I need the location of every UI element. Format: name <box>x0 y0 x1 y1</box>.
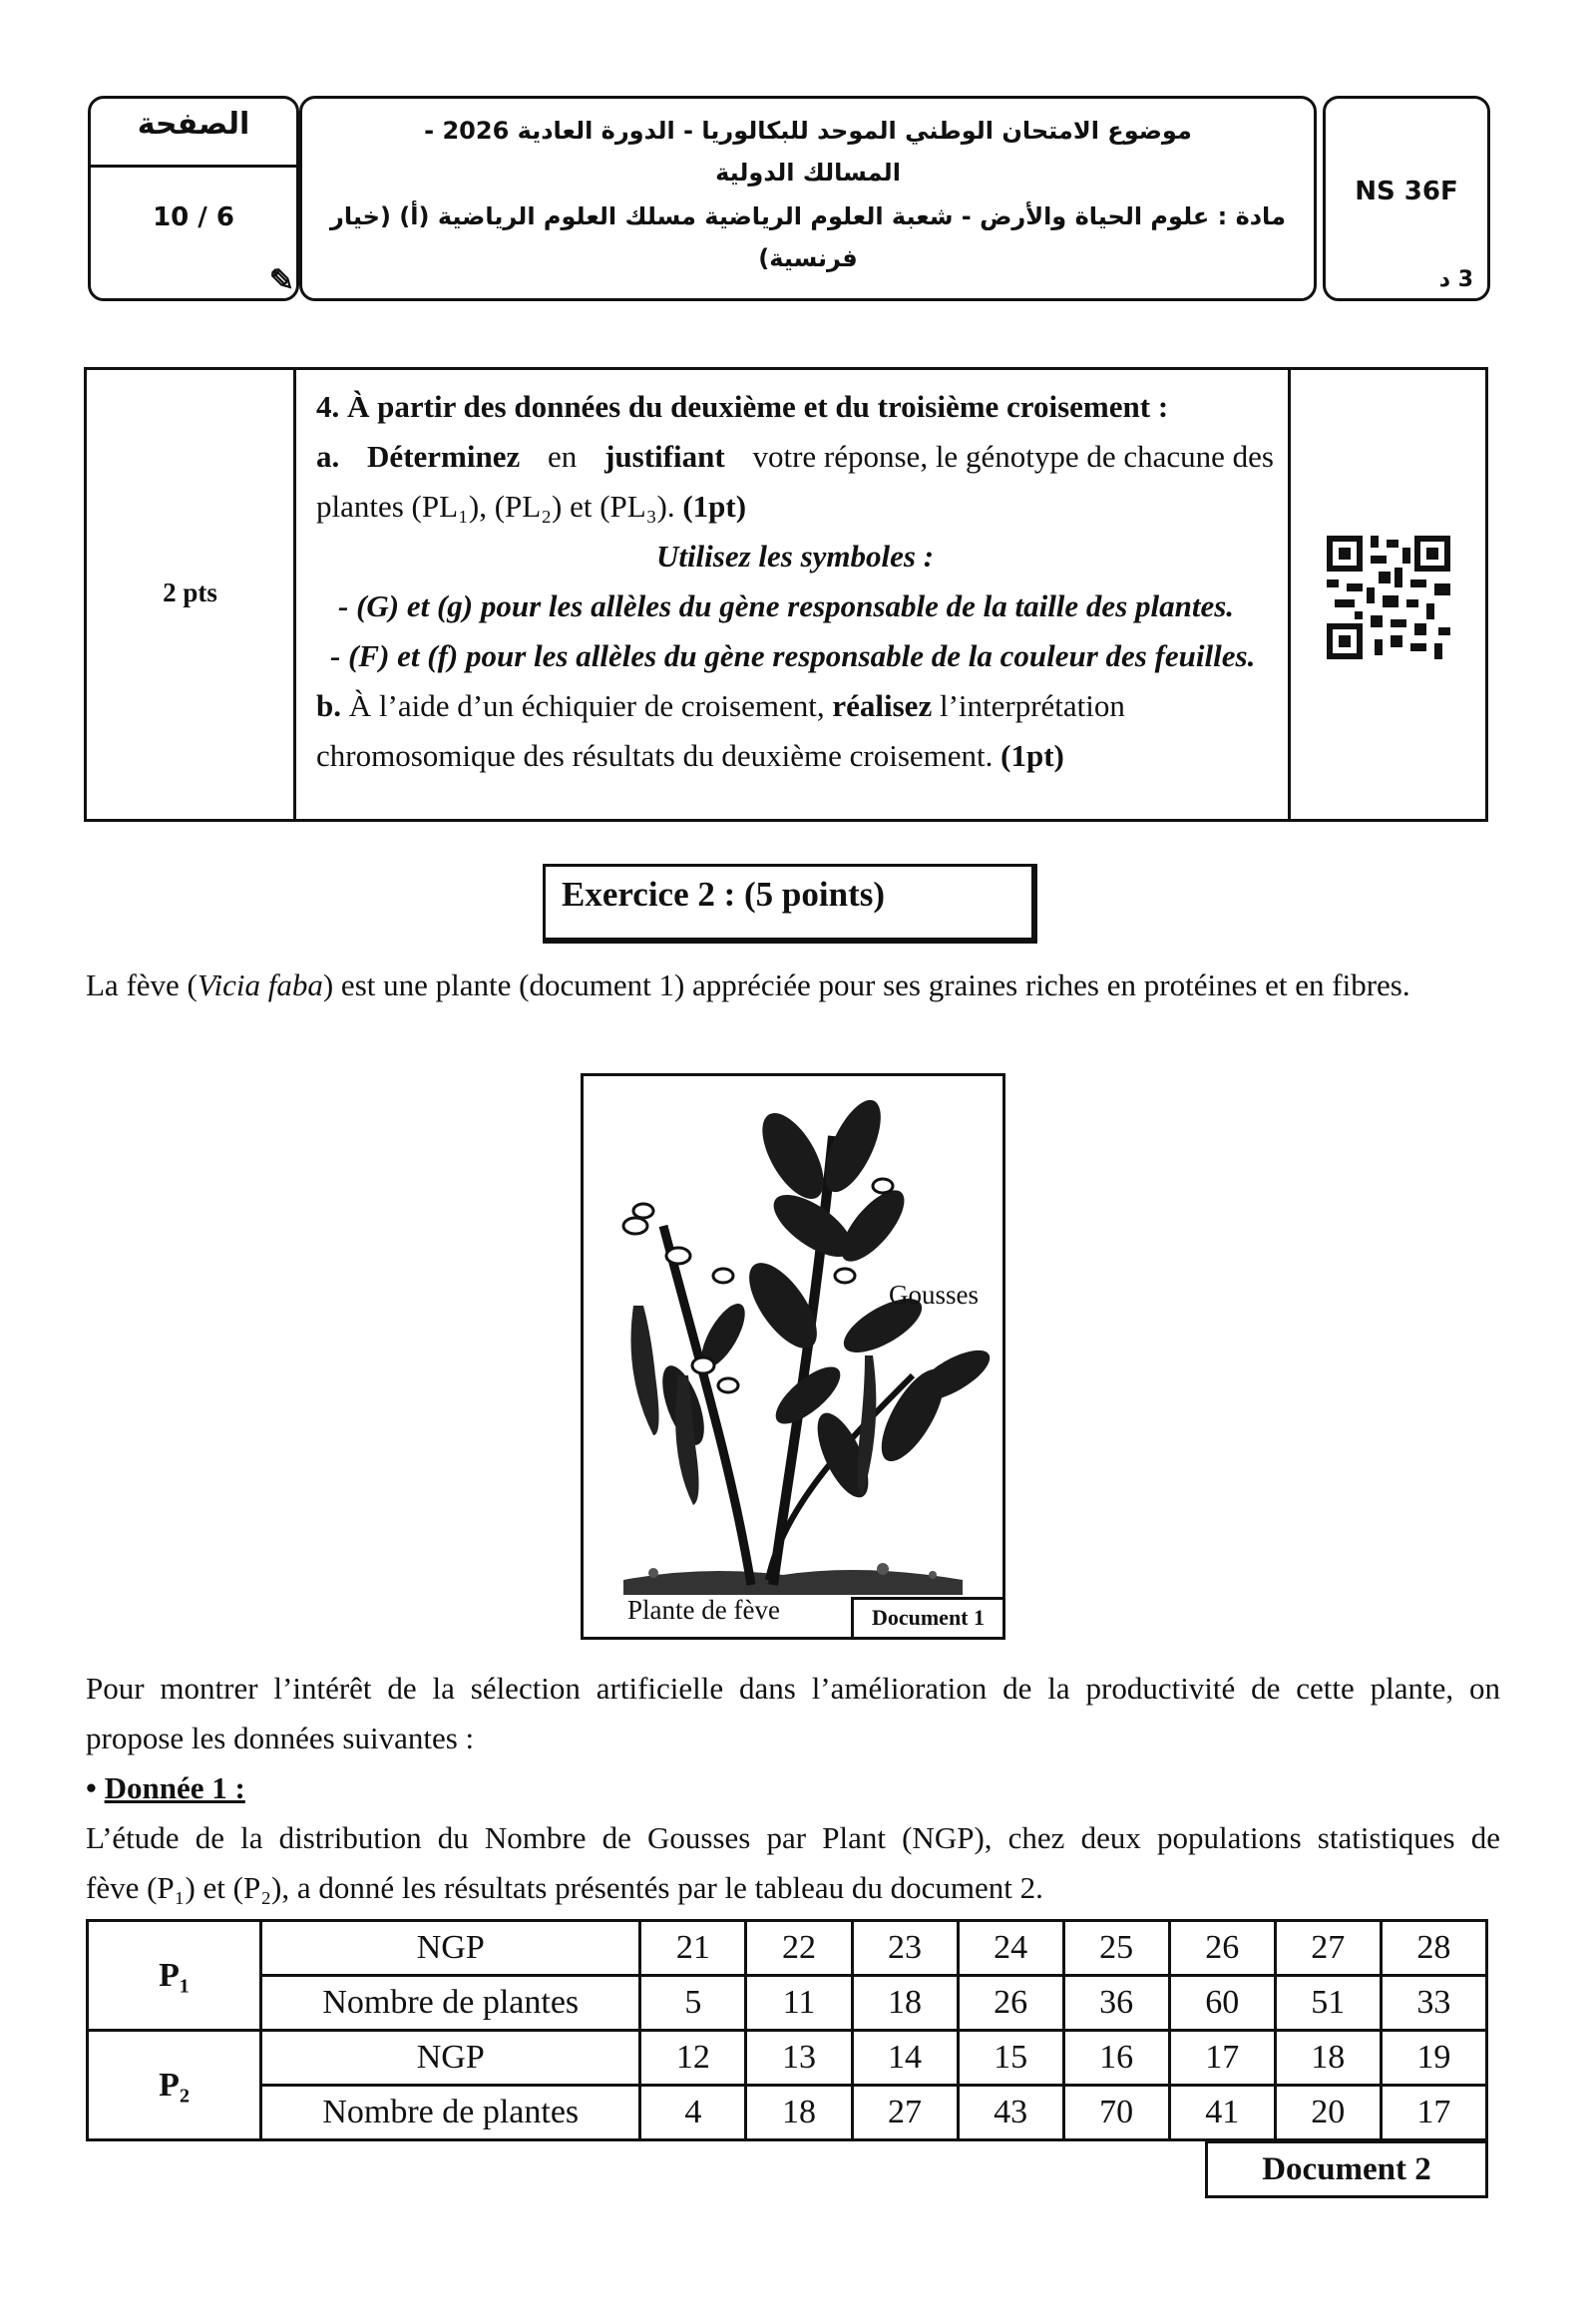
header-code-box <box>1323 96 1490 301</box>
table-cell: 19 <box>1381 2031 1486 2086</box>
q4b-label: b. <box>316 688 341 723</box>
exam-code: NS 36F <box>1355 177 1458 206</box>
symbols-title: Utilisez les symboles : <box>655 539 935 574</box>
donnee-1-heading <box>86 1763 1500 1813</box>
figure-caption: Plante de fève <box>627 1595 780 1625</box>
table-cell: 51 <box>1275 1976 1381 2031</box>
q4b-line2-text: chromosomique des résultats du deuxième croisement. <box>316 738 994 773</box>
header-title-line1: موضوع الامتحان الوطني الموحد للبكالوريا - الدورة العادية 2026 - <box>424 117 1192 145</box>
q4b-points: (1pt) <box>1000 738 1064 773</box>
document-1-label: Document 1 <box>851 1597 1002 1637</box>
header-title-line2: المسالك الدولية <box>715 159 901 187</box>
header-title-line3: مادة : علوم الحياة والأرض - شعبة العلوم الرياضية مسلك العلوم الرياضية (أ) (خيار <box>330 202 1286 230</box>
bullet: • <box>86 1770 97 1805</box>
table-cell: 28 <box>1381 1921 1486 1976</box>
q4a-justifiant: justifiant <box>604 439 725 474</box>
table-cell: 17 <box>1381 2086 1486 2140</box>
table-cell: 11 <box>746 1976 852 2031</box>
row-header: NGP <box>261 2031 640 2086</box>
q4a-line2-text: plantes (PL₁), (PL₂) et (PL₃). <box>316 489 675 524</box>
table-cell: 20 <box>1275 2086 1381 2140</box>
table-cell: 26 <box>1169 1921 1275 1976</box>
question-4b-line2 <box>316 731 1274 781</box>
q4b-verb: réalisez <box>832 688 933 723</box>
q4b-text1: À l’aide d’un échiquier de croisement, <box>348 688 825 723</box>
question-4a-line1 <box>316 432 1274 482</box>
q4a-en: en <box>548 439 578 474</box>
table-row <box>88 1921 1487 1976</box>
table-cell: 25 <box>1063 1921 1169 1976</box>
table-cell: 22 <box>746 1921 852 1976</box>
q4a-verb: Déterminez <box>367 439 521 474</box>
intro-part2: ) est une plante (document 1) appréciée pour ses graines riches en protéines et en fibres. <box>322 967 1410 1002</box>
question-4a-line2 <box>316 482 1274 532</box>
question-4b-line1 <box>316 681 1274 731</box>
row-header: Nombre de plantes <box>261 2086 640 2140</box>
q4a-label: a. <box>316 439 340 474</box>
table-row <box>88 2031 1487 2086</box>
table-cell: 27 <box>1275 1921 1381 1976</box>
intro-part1: La fève ( <box>86 967 198 1002</box>
exercise-2-intro <box>86 967 1502 1003</box>
table-cell: 21 <box>640 1921 746 1976</box>
q4a-rest: votre réponse, le génotype de chacune des <box>752 439 1274 474</box>
table-cell: 18 <box>746 2086 852 2140</box>
document-1-figure <box>581 1073 1005 1640</box>
symbol-g-line: - (G) et (g) pour les allèles du gène responsable de la taille des plantes. <box>338 588 1235 623</box>
header-title-box <box>299 96 1317 301</box>
table-cell: 24 <box>958 1921 1063 1976</box>
question-4-table <box>84 367 1488 822</box>
selection-line1: Pour montrer l’intérêt de la sélection artificielle dans l’amélioration de la productivité de cette plante, on <box>86 1671 1500 1706</box>
exam-duration: 3 د <box>1438 267 1473 292</box>
intro-species: Vicia faba <box>197 967 323 1002</box>
table-cell: 16 <box>1063 2031 1169 2086</box>
header-title-line4: فرنسية) <box>758 244 858 272</box>
table-cell: 33 <box>1381 1976 1486 2031</box>
header-page-box <box>88 96 299 301</box>
table-cell: 60 <box>1169 1976 1275 2031</box>
table-row <box>88 2086 1487 2140</box>
question-4-body <box>316 382 1274 781</box>
symbol-f-line: - (F) et (f) pour les allèles du gène responsable de la couleur des feuilles. <box>330 638 1256 673</box>
table-cell: 13 <box>746 2031 852 2086</box>
fava-bean-plant-illustration <box>584 1076 1002 1637</box>
document-2-label: Document 2 <box>1205 2140 1488 2198</box>
table-cell: 41 <box>1169 2086 1275 2140</box>
qr-cell <box>1288 370 1485 819</box>
q4b-text2: l’interprétation <box>939 688 1125 723</box>
table-cell: 70 <box>1063 2086 1169 2140</box>
page-number: 10 / 6 <box>153 202 234 232</box>
study-line2: fève (P₁) et (P₂), a donné les résultats présentés par le tableau du document 2. <box>86 1870 1043 1905</box>
document-2-table <box>86 1919 1488 2141</box>
table-cell: 14 <box>852 2031 958 2086</box>
points-cell <box>87 370 296 819</box>
page-mark: ✎ <box>268 264 294 297</box>
donnee-1-title: Donnée 1 : <box>104 1770 245 1805</box>
row-header: NGP <box>261 1921 640 1976</box>
table-cell: 26 <box>958 1976 1063 2031</box>
qr-code-icon <box>1327 536 1450 659</box>
table-cell: 43 <box>958 2086 1063 2140</box>
table-cell: 17 <box>1169 2031 1275 2086</box>
table-cell: 36 <box>1063 1976 1169 2031</box>
population-p2-label: P₂ <box>88 2031 261 2140</box>
table-cell: 4 <box>640 2086 746 2140</box>
pods-label: Gousses <box>889 1280 980 1310</box>
study-line1: L’étude de la distribution du Nombre de Gousses par Plant (NGP), chez deux populations statistiques de <box>86 1820 1500 1855</box>
table-cell: 5 <box>640 1976 746 2031</box>
exercise-2-title: Exercice 2 : (5 points) <box>543 864 1037 944</box>
table-cell: 12 <box>640 2031 746 2086</box>
table-cell: 27 <box>852 2086 958 2140</box>
table-row <box>88 1976 1487 2031</box>
question-4-intro: 4. À partir des données du deuxième et du troisième croisement : <box>316 389 1169 424</box>
points-value: 2 pts <box>163 578 217 607</box>
q4a-points: (1pt) <box>682 489 747 524</box>
population-p1-label: P₁ <box>88 1921 261 2031</box>
row-header: Nombre de plantes <box>261 1976 640 2031</box>
selection-paragraph <box>86 1664 1500 1913</box>
table-cell: 23 <box>852 1921 958 1976</box>
table-cell: 18 <box>1275 2031 1381 2086</box>
table-cell: 18 <box>852 1976 958 2031</box>
table-cell: 15 <box>958 2031 1063 2086</box>
page-label: الصفحة <box>137 107 250 142</box>
selection-line2: propose les données suivantes : <box>86 1721 475 1755</box>
